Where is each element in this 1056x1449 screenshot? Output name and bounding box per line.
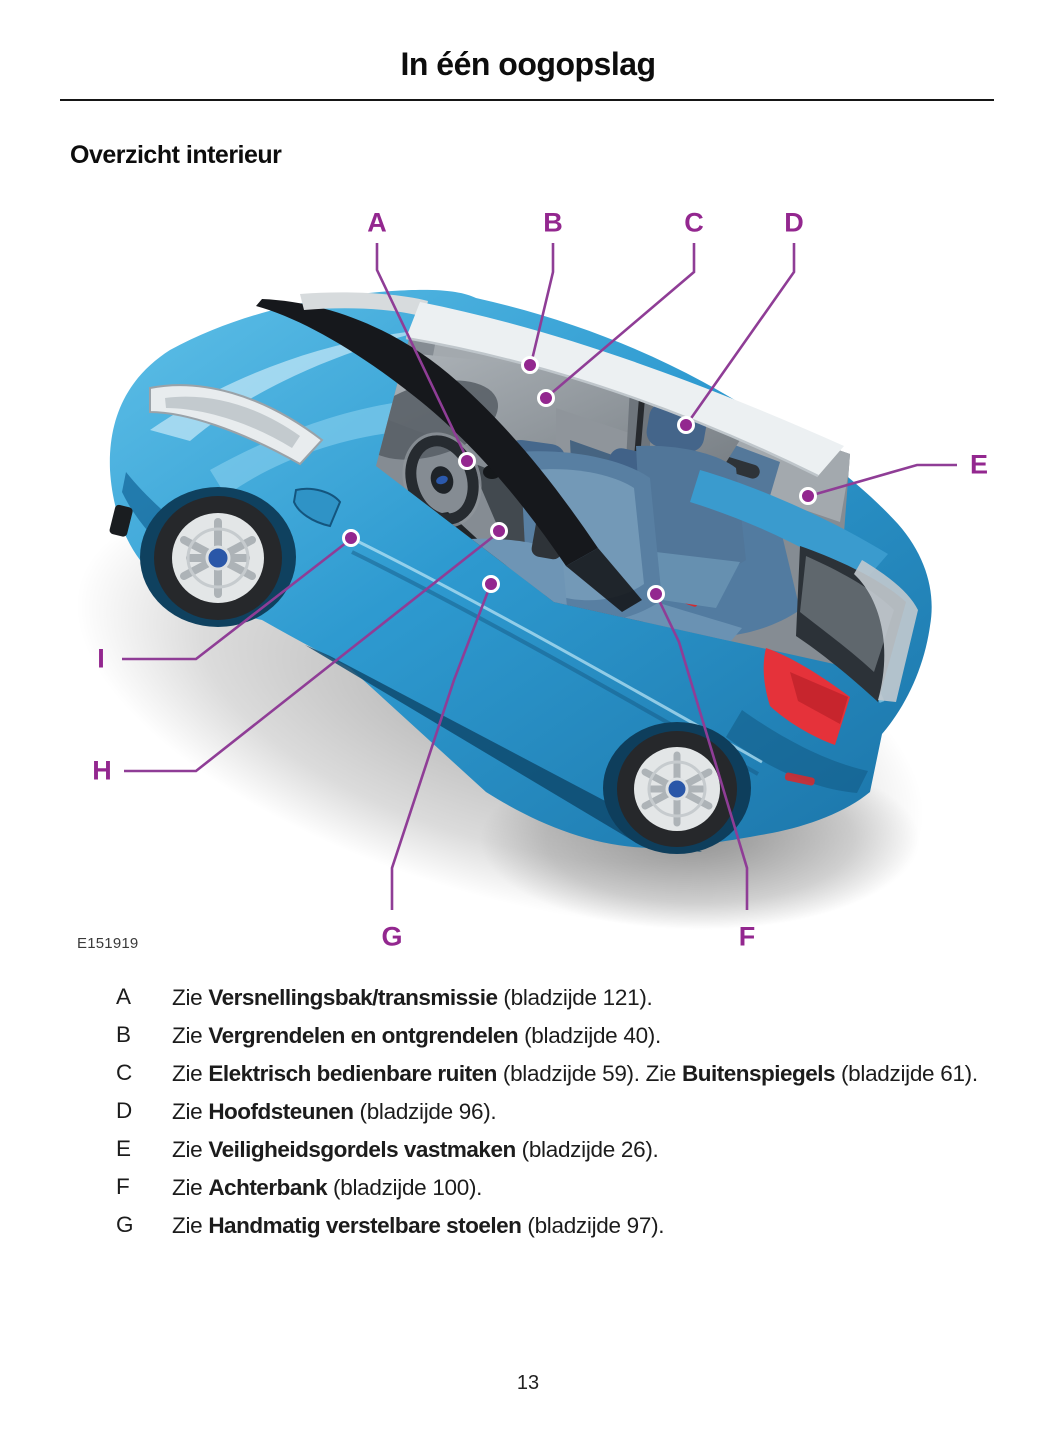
legend-text: Zie Handmatig verstelbare stoelen (bladzijde 97). bbox=[172, 1213, 665, 1238]
callout-dot-e bbox=[801, 489, 816, 504]
callout-letter-e: E bbox=[969, 449, 989, 480]
callout-letter-i: I bbox=[97, 643, 105, 674]
callout-dot-f bbox=[649, 587, 664, 602]
section-title: Overzicht interieur bbox=[70, 141, 282, 169]
callout-letter-c: C bbox=[684, 207, 704, 238]
page-title: In één oogopslag bbox=[400, 46, 656, 82]
front-wheel bbox=[140, 487, 296, 627]
legend-row-e bbox=[116, 1136, 996, 1163]
callout-letter-d: D bbox=[784, 207, 804, 238]
legend-letter: E bbox=[116, 1136, 131, 1161]
callout-letter-b: B bbox=[543, 207, 563, 238]
legend-row-d bbox=[116, 1098, 996, 1125]
legend-text: Zie Veiligheidsgordels vastmaken (bladzijde 26). bbox=[172, 1137, 659, 1162]
legend-row-f bbox=[116, 1174, 996, 1201]
legend-row-g bbox=[116, 1212, 996, 1239]
legend-letter: A bbox=[116, 984, 131, 1009]
legend-row-a bbox=[116, 984, 996, 1011]
callout-dot-c bbox=[539, 391, 554, 406]
callout-letter-f: F bbox=[738, 921, 756, 952]
callout-dot-g bbox=[484, 577, 499, 592]
callout-letter-a: A bbox=[367, 207, 387, 238]
rear-wheel bbox=[603, 722, 751, 854]
figure-code: E151919 bbox=[77, 935, 139, 952]
callout-letter-g: G bbox=[381, 921, 403, 952]
callout-dot-d bbox=[679, 418, 694, 433]
legend-letter: D bbox=[116, 1098, 132, 1123]
callout-letter-h: H bbox=[92, 755, 112, 786]
legend-row-c bbox=[116, 1060, 996, 1087]
callout-dot-i bbox=[344, 531, 359, 546]
callout-dot-h bbox=[492, 524, 507, 539]
callout-dot-b bbox=[523, 358, 538, 373]
legend-row-b bbox=[116, 1022, 996, 1049]
legend-text: Zie Hoofdsteunen (bladzijde 96). bbox=[172, 1099, 497, 1124]
legend-text: Zie Versnellingsbak/transmissie (bladzijde 121). bbox=[172, 985, 653, 1010]
callout-dot-a bbox=[460, 454, 475, 469]
legend-letter: G bbox=[116, 1212, 134, 1237]
legend-letter: C bbox=[116, 1060, 132, 1085]
page-number: 13 bbox=[516, 1372, 540, 1394]
legend-text: Zie Elektrisch bedienbare ruiten (bladzijde 59). Zie Buitenspiegels (bladzijde 61). bbox=[172, 1061, 978, 1086]
legend-text: Zie Achterbank (bladzijde 100). bbox=[172, 1175, 483, 1200]
legend-list bbox=[116, 984, 996, 1250]
legend-text: Zie Vergrendelen en ontgrendelen (bladzijde 40). bbox=[172, 1023, 661, 1048]
legend-letter: B bbox=[116, 1022, 131, 1047]
legend-letter: F bbox=[116, 1174, 130, 1199]
